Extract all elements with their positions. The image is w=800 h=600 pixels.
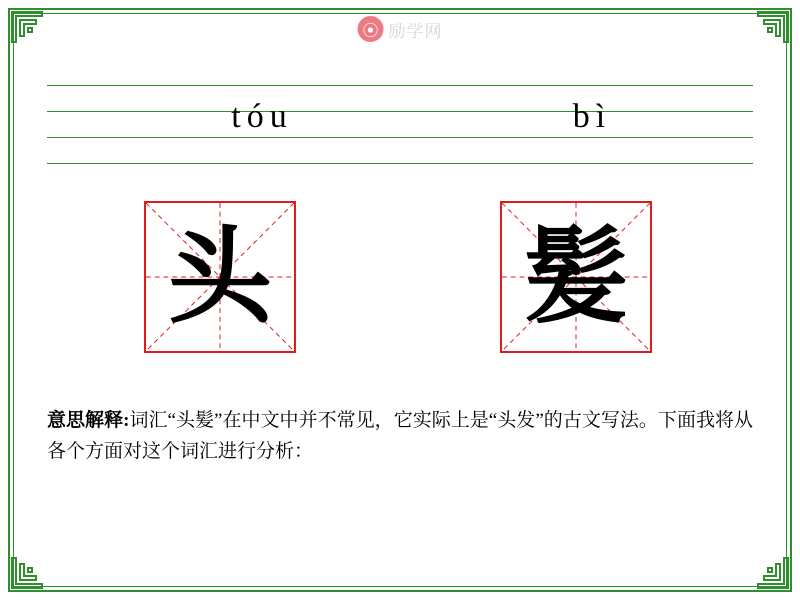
character-glyph-second: 髪 <box>523 216 628 338</box>
corner-ornament-icon <box>10 10 44 44</box>
character-glyph-first: 头 <box>167 216 272 338</box>
tianzige-box-first <box>144 201 296 353</box>
corner-ornament-icon <box>10 556 44 590</box>
corner-ornament-icon <box>756 10 790 44</box>
swirl-icon: ⦿ <box>358 16 384 42</box>
pinyin-first: tóu <box>231 98 293 135</box>
site-name: 励学网 <box>388 21 443 41</box>
site-watermark <box>358 16 443 42</box>
pinyin-staff <box>47 85 753 163</box>
explanation-paragraph <box>47 405 753 467</box>
pinyin-second: bì <box>572 98 612 135</box>
staff-line-1 <box>47 85 753 86</box>
corner-ornament-icon <box>756 556 790 590</box>
explanation-text: 词汇“头髪”在中文中并不常见，它实际上是“头发”的古文写法。下面我将从各个方面对这个词汇进行分析： <box>47 410 754 462</box>
tianzige-box-second <box>500 201 652 353</box>
explanation-label: 意思解释: <box>47 410 130 431</box>
staff-line-4 <box>47 163 753 164</box>
